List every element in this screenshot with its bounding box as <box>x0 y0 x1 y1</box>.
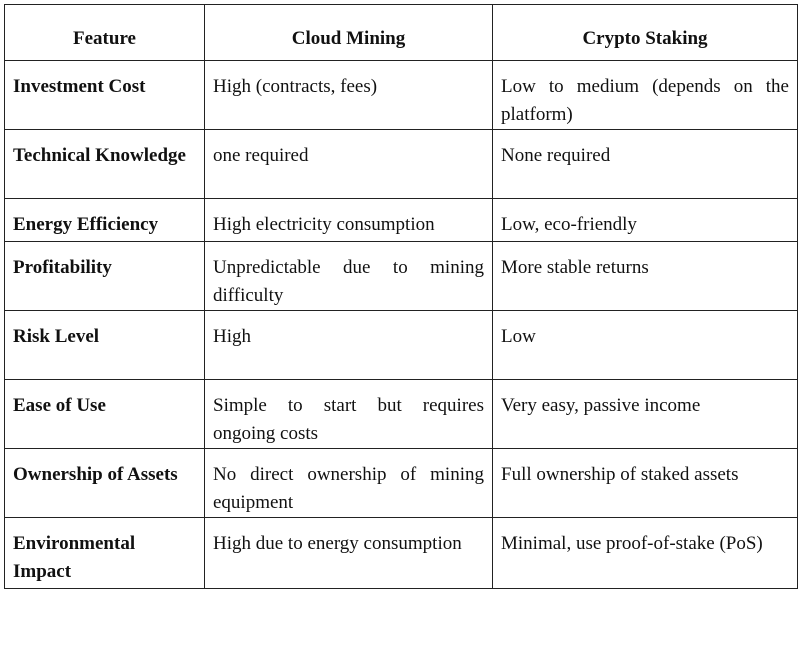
cell-crypto-staking: Minimal, use proof-of-stake (PoS) <box>493 518 798 589</box>
row-label-investment-cost: Investment Cost <box>5 61 205 130</box>
cell-cloud-mining: Simple to start but requires ongoing costs <box>205 380 493 449</box>
table-row <box>5 242 798 311</box>
cell-cloud-mining: Unpredictable due to mining difficulty <box>205 242 493 311</box>
row-label-risk-level: Risk Level <box>5 311 205 380</box>
column-header-feature: Feature <box>5 5 205 61</box>
table-row <box>5 449 798 518</box>
cell-cloud-mining: High <box>205 311 493 380</box>
cell-crypto-staking: None required <box>493 130 798 199</box>
table-header-row <box>5 5 798 61</box>
comparison-table <box>4 4 798 589</box>
table-row <box>5 199 798 242</box>
row-label-ownership-of-assets: Ownership of Assets <box>5 449 205 518</box>
table-row <box>5 130 798 199</box>
table-row <box>5 518 798 589</box>
row-label-environmental-impact: Environmental Impact <box>5 518 205 589</box>
column-header-crypto-staking: Crypto Staking <box>493 5 798 61</box>
cell-cloud-mining: one required <box>205 130 493 199</box>
table-row <box>5 311 798 380</box>
table-row <box>5 380 798 449</box>
cell-cloud-mining: High electricity consumption <box>205 199 493 242</box>
table-row <box>5 61 798 130</box>
cell-crypto-staking: Low, eco-friendly <box>493 199 798 242</box>
column-header-cloud-mining: Cloud Mining <box>205 5 493 61</box>
cell-crypto-staking: More stable returns <box>493 242 798 311</box>
cell-cloud-mining: High due to energy consumption <box>205 518 493 589</box>
cell-crypto-staking: Very easy, passive income <box>493 380 798 449</box>
cell-crypto-staking: Low to medium (depends on the platform) <box>493 61 798 130</box>
cell-crypto-staking: Low <box>493 311 798 380</box>
cell-cloud-mining: No direct ownership of mining equipment <box>205 449 493 518</box>
cell-cloud-mining: High (contracts, fees) <box>205 61 493 130</box>
row-label-ease-of-use: Ease of Use <box>5 380 205 449</box>
cell-crypto-staking: Full ownership of staked assets <box>493 449 798 518</box>
row-label-technical-knowledge: Technical Knowledge <box>5 130 205 199</box>
row-label-profitability: Profitability <box>5 242 205 311</box>
row-label-energy-efficiency: Energy Efficiency <box>5 199 205 242</box>
